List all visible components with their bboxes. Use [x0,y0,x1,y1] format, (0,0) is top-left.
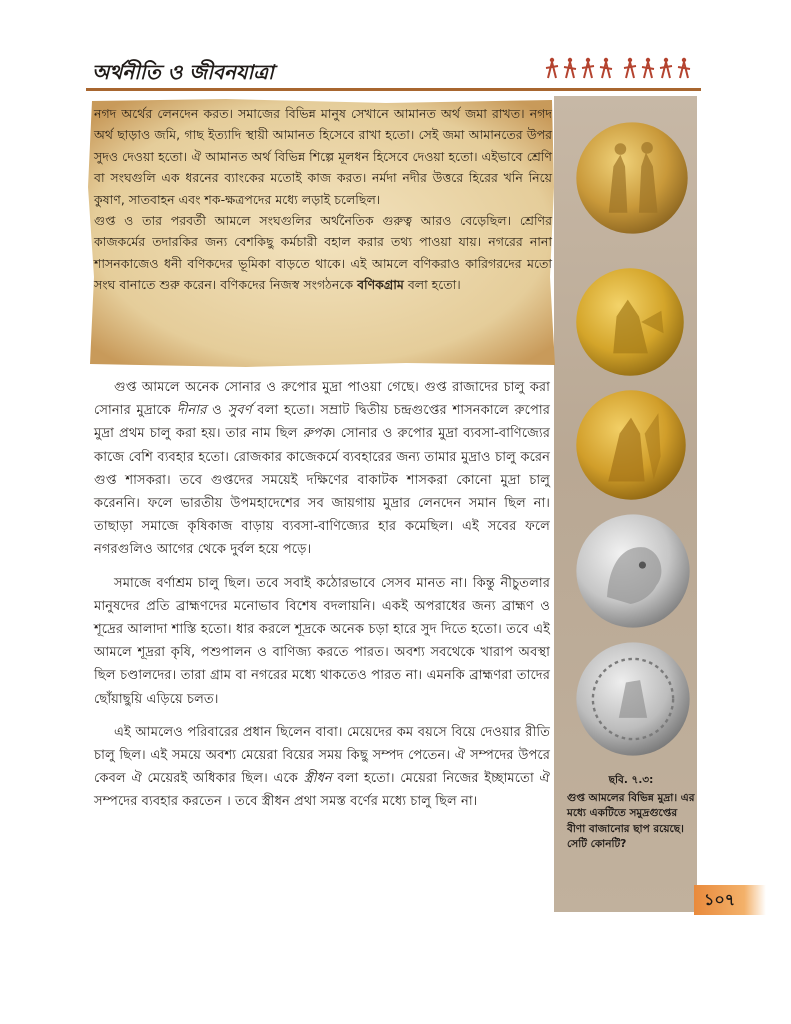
gold-coin-image-3 [574,388,688,502]
body-paragraph [94,376,550,562]
body-paragraph [94,572,550,711]
header-rule [86,88,701,91]
dancing-figures-decoration [544,56,694,82]
gold-coin-image-1 [574,120,690,236]
figure-caption [567,773,695,853]
silver-coin-image-1 [574,512,692,630]
parchment-text-2a: গুপ্ত ও তার পরবর্তী আমলে সংঘগুলির অর্থনৈতিক গুরুত্ব আরও বেড়েছিল। শ্রেণির কাজকর্মের তদারকির জন্য বেশকিছু কর্মচারী বহাল করার তথ্য পাওয়া যায়। নগরের নানা শাসনকাজেও ধনী বণিকদের ভূমিকা বাড়তে থাকে। এই আমলে বণিকরাও কারিগরদের মতো সংঘ বানাতে শুরু করেন। বণিকদের নিজস্ব সংগঠনকে [94,213,552,293]
highlighted-term: বণিকগ্রাম [357,277,404,293]
parchment-text [94,103,552,296]
page-header [86,52,701,92]
term-dinar: দীনার [176,403,207,419]
page-number: ১০৭ [694,885,766,915]
term-stridhan: স্ত্রীধন [303,771,332,787]
parchment-text-1: নগদ অর্থের লেনদেন করত। সমাজের বিভিন্ন মানুষ সেখানে আমানত অর্থ জমা রাখত। নগদ অর্থ ছাড়াও জমি, গাছ ইত্যাদি স্থায়ী আমানত হিসেবে রাখা হতো। সেই জমা আমানতের উপর সুদও দেওয়া হতো। ঐ আমানত অর্থ বিভিন্ন শিল্পে মূলধন হিসেবে দেওয়া হতো। এইভাবে শ্রেণি বা সংঘগুলি এক ধরনের ব্যাংকের মতোই কাজ করত। নর্মদা নদীর উত্তরে হিরের খনি নিয়ে কুষাণ, সাতবাহন এবং শক-ক্ষত্রপদের মধ্যে লড়াই চলেছিল। [94,106,552,207]
body-paragraph [94,721,550,814]
gold-coin-image-2 [574,266,686,378]
main-text [94,376,550,824]
silver-coin-image-2 [574,640,692,758]
body-text-3a: এই আমলেও পরিবারের প্রধান ছিলেন বাবা। মেয়েদের কম বয়সে বিয়ে দেওয়ার রীতি চালু ছিল। এই সময়ে অবশ্য মেয়েরা বিয়ের সময় কিছু সম্পদ পেতেন। ঐ সম্পদের উপরে কেবল ঐ মেয়েরই অধিকার ছিল। একে [94,724,550,787]
term-rupak: রুপক [302,426,331,442]
body-text-1a: গুপ্ত আমলে অনেক সোনার ও রুপোর মুদ্রা পাওয়া গেছে। গুপ্ত রাজাদের চালু করা সোনার মুদ্রাকে [94,380,550,419]
body-text-2: সমাজে বর্ণাশ্রম চালু ছিল। তবে সবাই কঠোরভাবে সেসব মানত না। কিন্তু নীচুতলার মানুষদের প্রতি ব্রাহ্মণদের মনোভাব বিশেষ বদলায়নি। একই অপরাধের জন্য ব্রাহ্মণ ও শূদ্রের আলাদা শাস্তি হতো। ধার করলে শূদ্রকে অনেক চড়া হারে সুদ দিতে হতো। তবে এই আমলে শূদ্ররা কৃষি, পশুপালন ও বাণিজ্য করতে পারত। অবশ্য সবথেকে খারাপ অবস্থা ছিল চণ্ডালদের। তারা গ্রাম বা নগরের মধ্যে থাকতেও পারত না। এমনকি ব্রাহ্মণরা তাদের ছোঁয়াছুয়ি এড়িয়ে চলত। [94,575,550,707]
parchment-paragraph [94,210,552,296]
caption-text: গুপ্ত আমলের বিভিন্ন মুদ্রা। এর মধ্যে একটিতে সমুদ্রগুপ্তের বীণা বাজানোর ছাপ রয়েছে। সেটি কোনটি? [567,791,695,850]
parchment-paragraph [94,103,552,210]
chapter-title: অর্থনীতি ও জীবনযাত্রা [92,60,274,84]
body-text-1c: বলা হতো। সম্রাট দ্বিতীয় চন্দ্রগুপ্তের শাসনকালে রুপোর মুদ্রা প্রথম চালু করা হয়। তার নাম ছিল [94,403,551,442]
figure-number: ছবি. ৭.৩: [608,774,654,786]
body-text-1d: । সোনার ও রুপোর মুদ্রা ব্যবসা-বাণিজ্যের কাজে বেশি ব্যবহার হতো। রোজকার কাজেকর্মে ব্যবহারের জন্য তামার মুদ্রাও চালু করেন গুপ্ত শাসকরা। তবে গুপ্তদের সময়েই দক্ষিণের বাকাটক শাসকরা কোনো মুদ্রা চালু করেননি। ফলে ভারতীয় উপমহাদেশের সব জায়গায় মুদ্রার লেনদেন সমান ছিল না। তাছাড়া সমাজে কৃষিকাজ বাড়ায় ব্যবসা-বাণিজ্যের হার কমেছিল। এই সবের ফলে নগরগুলিও আগের থেকে দুর্বল হয়ে পড়ে। [94,426,550,558]
term-suvarna: সুবর্ণ [227,403,252,419]
body-text-1b: ও [212,403,222,419]
parchment-text-2b: বলা হতো। [407,277,461,293]
body-text-3b: বলা হতো। মেয়েরা নিজের ইচ্ছামতো ঐ সম্পদের ব্যবহার করতেন । তবে স্ত্রীধন প্রথা সমস্ত বর্ণের মধ্যে চালু ছিল না। [94,771,550,810]
